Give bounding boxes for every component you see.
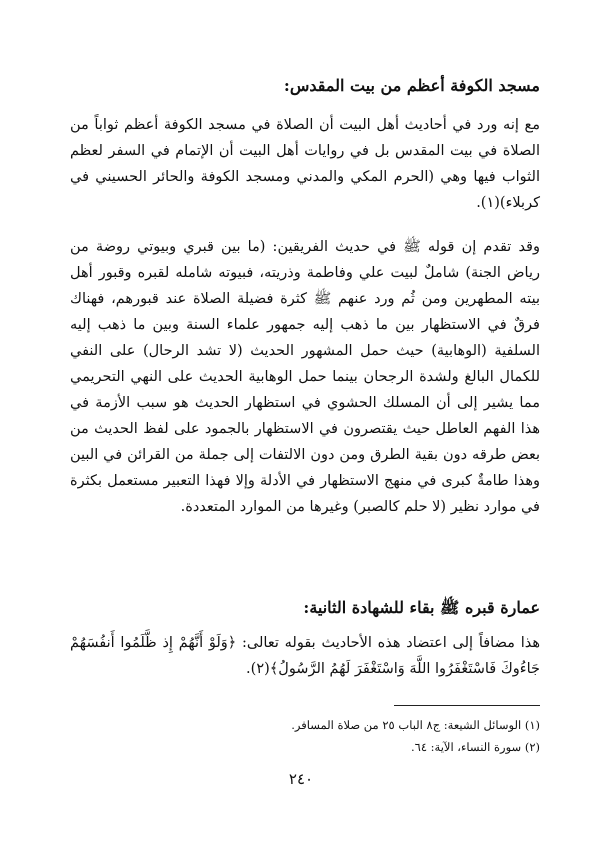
paragraph-kufa-mosque: مع إنه ورد في أحاديث أهل البيت أن الصلاة في مسجد الكوفة أعظم ثواباً من الصلاة في بيت المقدس بل في روايات أهل البيت أن الإتمام في السفر لعظم الثواب فيها وهي (الحرم المكي والمدني ومسجد الكوفة والحائر الحسيني في كربلاء)(١). [70, 117, 540, 211]
paragraph-quran-verse: هذا مضافاً إلى اعتضاد هذه الأحاديث بقوله تعالى: ﴿وَلَوْ أَنَّهُمْ إِذ ظَّلَمُوا أَنفُسَهُمْ جَاءُوكَ فَاسْتَغْفَرُوا اللَّهَ وَاسْتَغْفَرَ لَهُمُ الرَّسُولُ﴾(٢). [70, 635, 540, 677]
footnote-1: (١) الوسائل الشيعة: ج٨ الباب ٢٥ من صلاة المسافر. [291, 718, 540, 732]
page-number: ٢٤٠ [288, 770, 314, 788]
footnotes [70, 714, 540, 758]
section-heading-tomb-construction: عمارة قبره ﷺ بقاء للشهادة الثانية: [303, 598, 540, 617]
footnote-separator [394, 705, 540, 706]
section-heading-kufa-mosque: مسجد الكوفة أعظم من بيت المقدس: [283, 76, 540, 95]
paragraph-hadith-discussion: وقد تقدم إن قوله ﷺ في حديث الفريقين: (ما بين قبري وبيوتي روضة من رياض الجنة) شاملٌ لبيت علي وفاطمة وذريته، فبيوته شامله لقبره وقبور أهل بيته المطهرين ومن ثُم ورد عنهم ﷺ كثرة فضيلة الصلاة عند قبورهم، فهناك فرقٌ في الاستظهار بين ما ذهب إليه جمهور علماء السنة وبين ما ذهب إليه السلفية (الوهابية) حيث حمل المشهور الحديث (لا تشد الرحال) على النفي للكمال البالغ ولشدة الرجحان بينما حمل الوهابية الحديث على النهي التحريمي مما يشير إلى أن المسلك الحشوي في استظهار الحديث هو سبب الأزمة في هذا الفهم العاطل حيث يقتصرون في الاستظهار بالجمود على لفظ الحديث من بعض طرقه دون بقية الطرق ومن دون الالتفات إلى جملة من القرائن في البين وهذا طامةٌ كبرى في منهج الاستظهار في الأدلة وإلا فهذا التعبير مستعمل بكثرة في موارد نظير (لا حلم كالصبر) وغيرها من الموارد المتعددة. [70, 239, 540, 515]
footnote-2: (٢) سورة النساء، الآية: ٦٤. [410, 740, 540, 754]
